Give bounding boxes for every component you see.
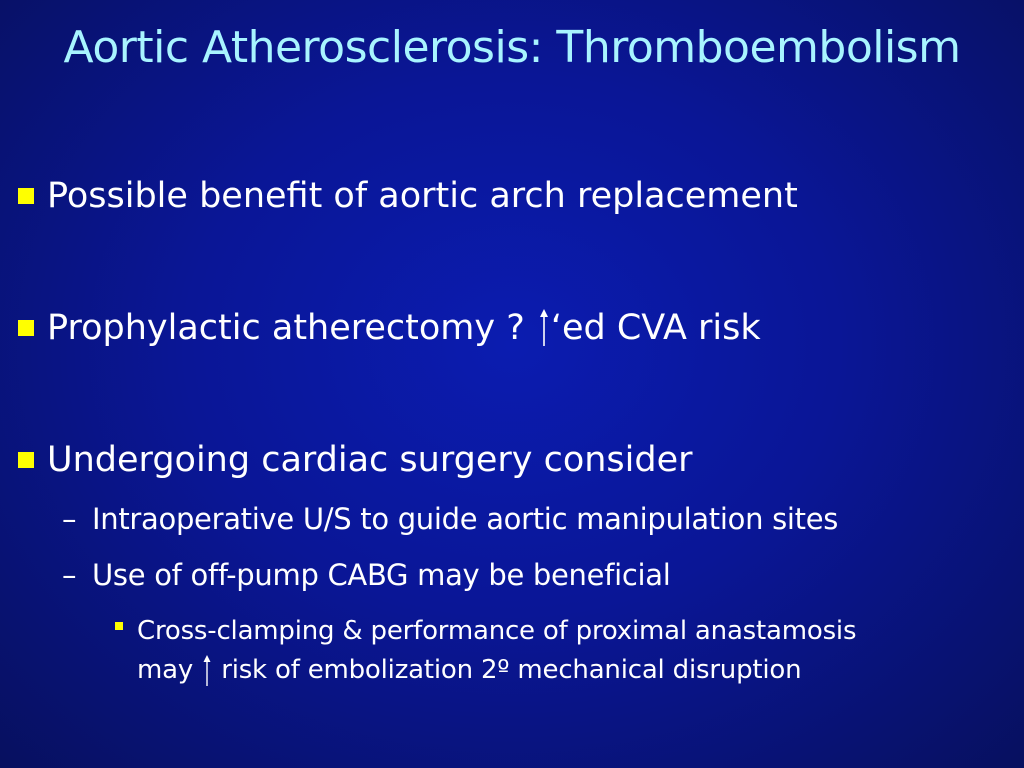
subsub-cross-clamping bbox=[115, 612, 856, 690]
slide-title: Aortic Atherosclerosis: Thromboembolism bbox=[63, 22, 961, 73]
subsub-line2-before: may bbox=[137, 655, 194, 685]
bullet-prophylactic-atherectomy bbox=[18, 308, 761, 348]
subbullet-intraoperative-us bbox=[62, 502, 838, 536]
subsub-line1: Cross-clamping & performance of proximal anastamosis bbox=[137, 616, 857, 646]
bullet-small-square-icon bbox=[115, 622, 123, 630]
subbullet-text: Use of off-pump CABG may be beneficial bbox=[92, 558, 671, 592]
bullet-square-icon bbox=[18, 452, 34, 468]
bullet-square-icon bbox=[18, 188, 34, 204]
up-arrow-icon bbox=[537, 308, 551, 348]
subbullet-off-pump-cabg bbox=[62, 558, 670, 592]
bullet-text-before: Prophylactic atherectomy ? bbox=[47, 308, 525, 348]
bullet-aortic-arch-replacement bbox=[18, 176, 798, 216]
subsub-line2-after: risk of embolization 2º mechanical disruption bbox=[221, 655, 802, 685]
dash-marker: – bbox=[62, 558, 77, 592]
up-arrow-icon bbox=[201, 654, 213, 688]
bullet-text: Undergoing cardiac surgery consider bbox=[47, 440, 693, 480]
bullet-text-after: ‘ed CVA risk bbox=[550, 308, 761, 348]
dash-marker: – bbox=[62, 502, 77, 536]
subbullet-text: Intraoperative U/S to guide aortic manipulation sites bbox=[92, 502, 839, 536]
bullet-text: Possible benefit of aortic arch replacement bbox=[47, 176, 798, 216]
bullet-square-icon bbox=[18, 320, 34, 336]
bullet-cardiac-surgery bbox=[18, 440, 693, 480]
